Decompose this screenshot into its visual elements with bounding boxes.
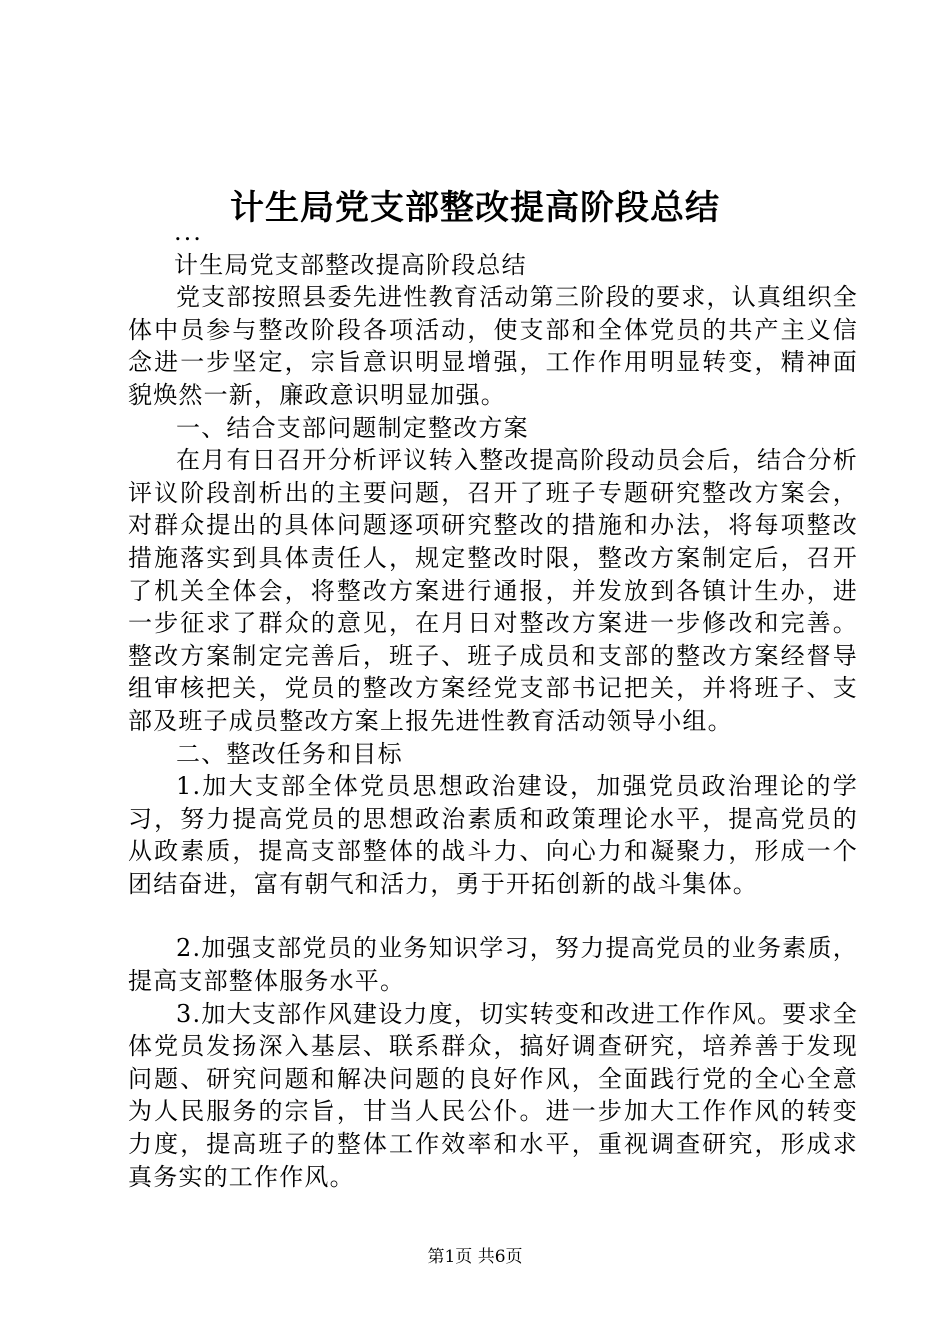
section2-heading: 二、整改任务和目标 [176, 739, 403, 768]
document-title: 计生局党支部整改提高阶段总结 [230, 188, 720, 228]
document-subtitle: 计生局党支部整改提高阶段总结 [174, 250, 527, 279]
page-number-footer: 第1页 共6页 [427, 1247, 523, 1267]
section1-heading: 一、结合支部问题制定整改方案 [176, 413, 529, 442]
intro-paragraph: 党支部按照县委先进性教育活动第三阶段的要求，认真组织全体中员参与整改阶段各项活动，使支部和全体党员的共产主义信念进一步坚定，宗旨意识明显增强，工作作用明显转变，精神面貌焕然一新，廉政意识明显加强。 [128, 283, 858, 409]
task-item-2: 2.加强支部党员的业务知识学习，努力提高党员的业务素质，提高支部整体服务水平。 [128, 934, 858, 996]
task-item-1: 1.加大支部全体党员思想政治建设，加强党员政治理论的学习，努力提高党员的思想政治素质和政策理论水平，提高党员的从政素质，提高支部整体的战斗力、向心力和凝聚力，形成一个团结奋进，富有朝气和活力，勇于开拓创新的战斗集体。 [128, 772, 858, 898]
task-item-3: 3.加大支部作风建设力度，切实转变和改进工作作风。要求全体党员发扬深入基层、联系群众，搞好调查研究，培养善于发现问题、研究问题和解决问题的良好作风，全面践行党的全心全意为人民服务的宗旨，甘当人民公仆。进一步加大工作作风的转变力度，提高班子的整体工作效率和水平，重视调查研究，形成求真务实的工作作风。 [128, 999, 858, 1191]
paragraph-gap [128, 900, 858, 932]
document-body [128, 216, 858, 1193]
ellipsis-marker: ... [174, 218, 203, 246]
section1-paragraph: 在月有日召开分析评议转入整改提高阶段动员会后，结合分析评议阶段剖析出的主要问题，召开了班子专题研究整改方案会，对群众提出的具体问题逐项研究整改的措施和办法，将每项整改措施落实到具体责任人，规定整改时限，整改方案制定后，召开了机关全体会，将整改方案进行通报，并发放到各镇计生办，进一步征求了群众的意见，在月日对整改方案进一步修改和完善。整改方案制定完善后，班子、班子成员和支部的整改方案经督导组审核把关，党员的整改方案经党支部书记把关，并将班子、支部及班子成员整改方案上报先进性教育活动领导小组。 [128, 446, 858, 735]
